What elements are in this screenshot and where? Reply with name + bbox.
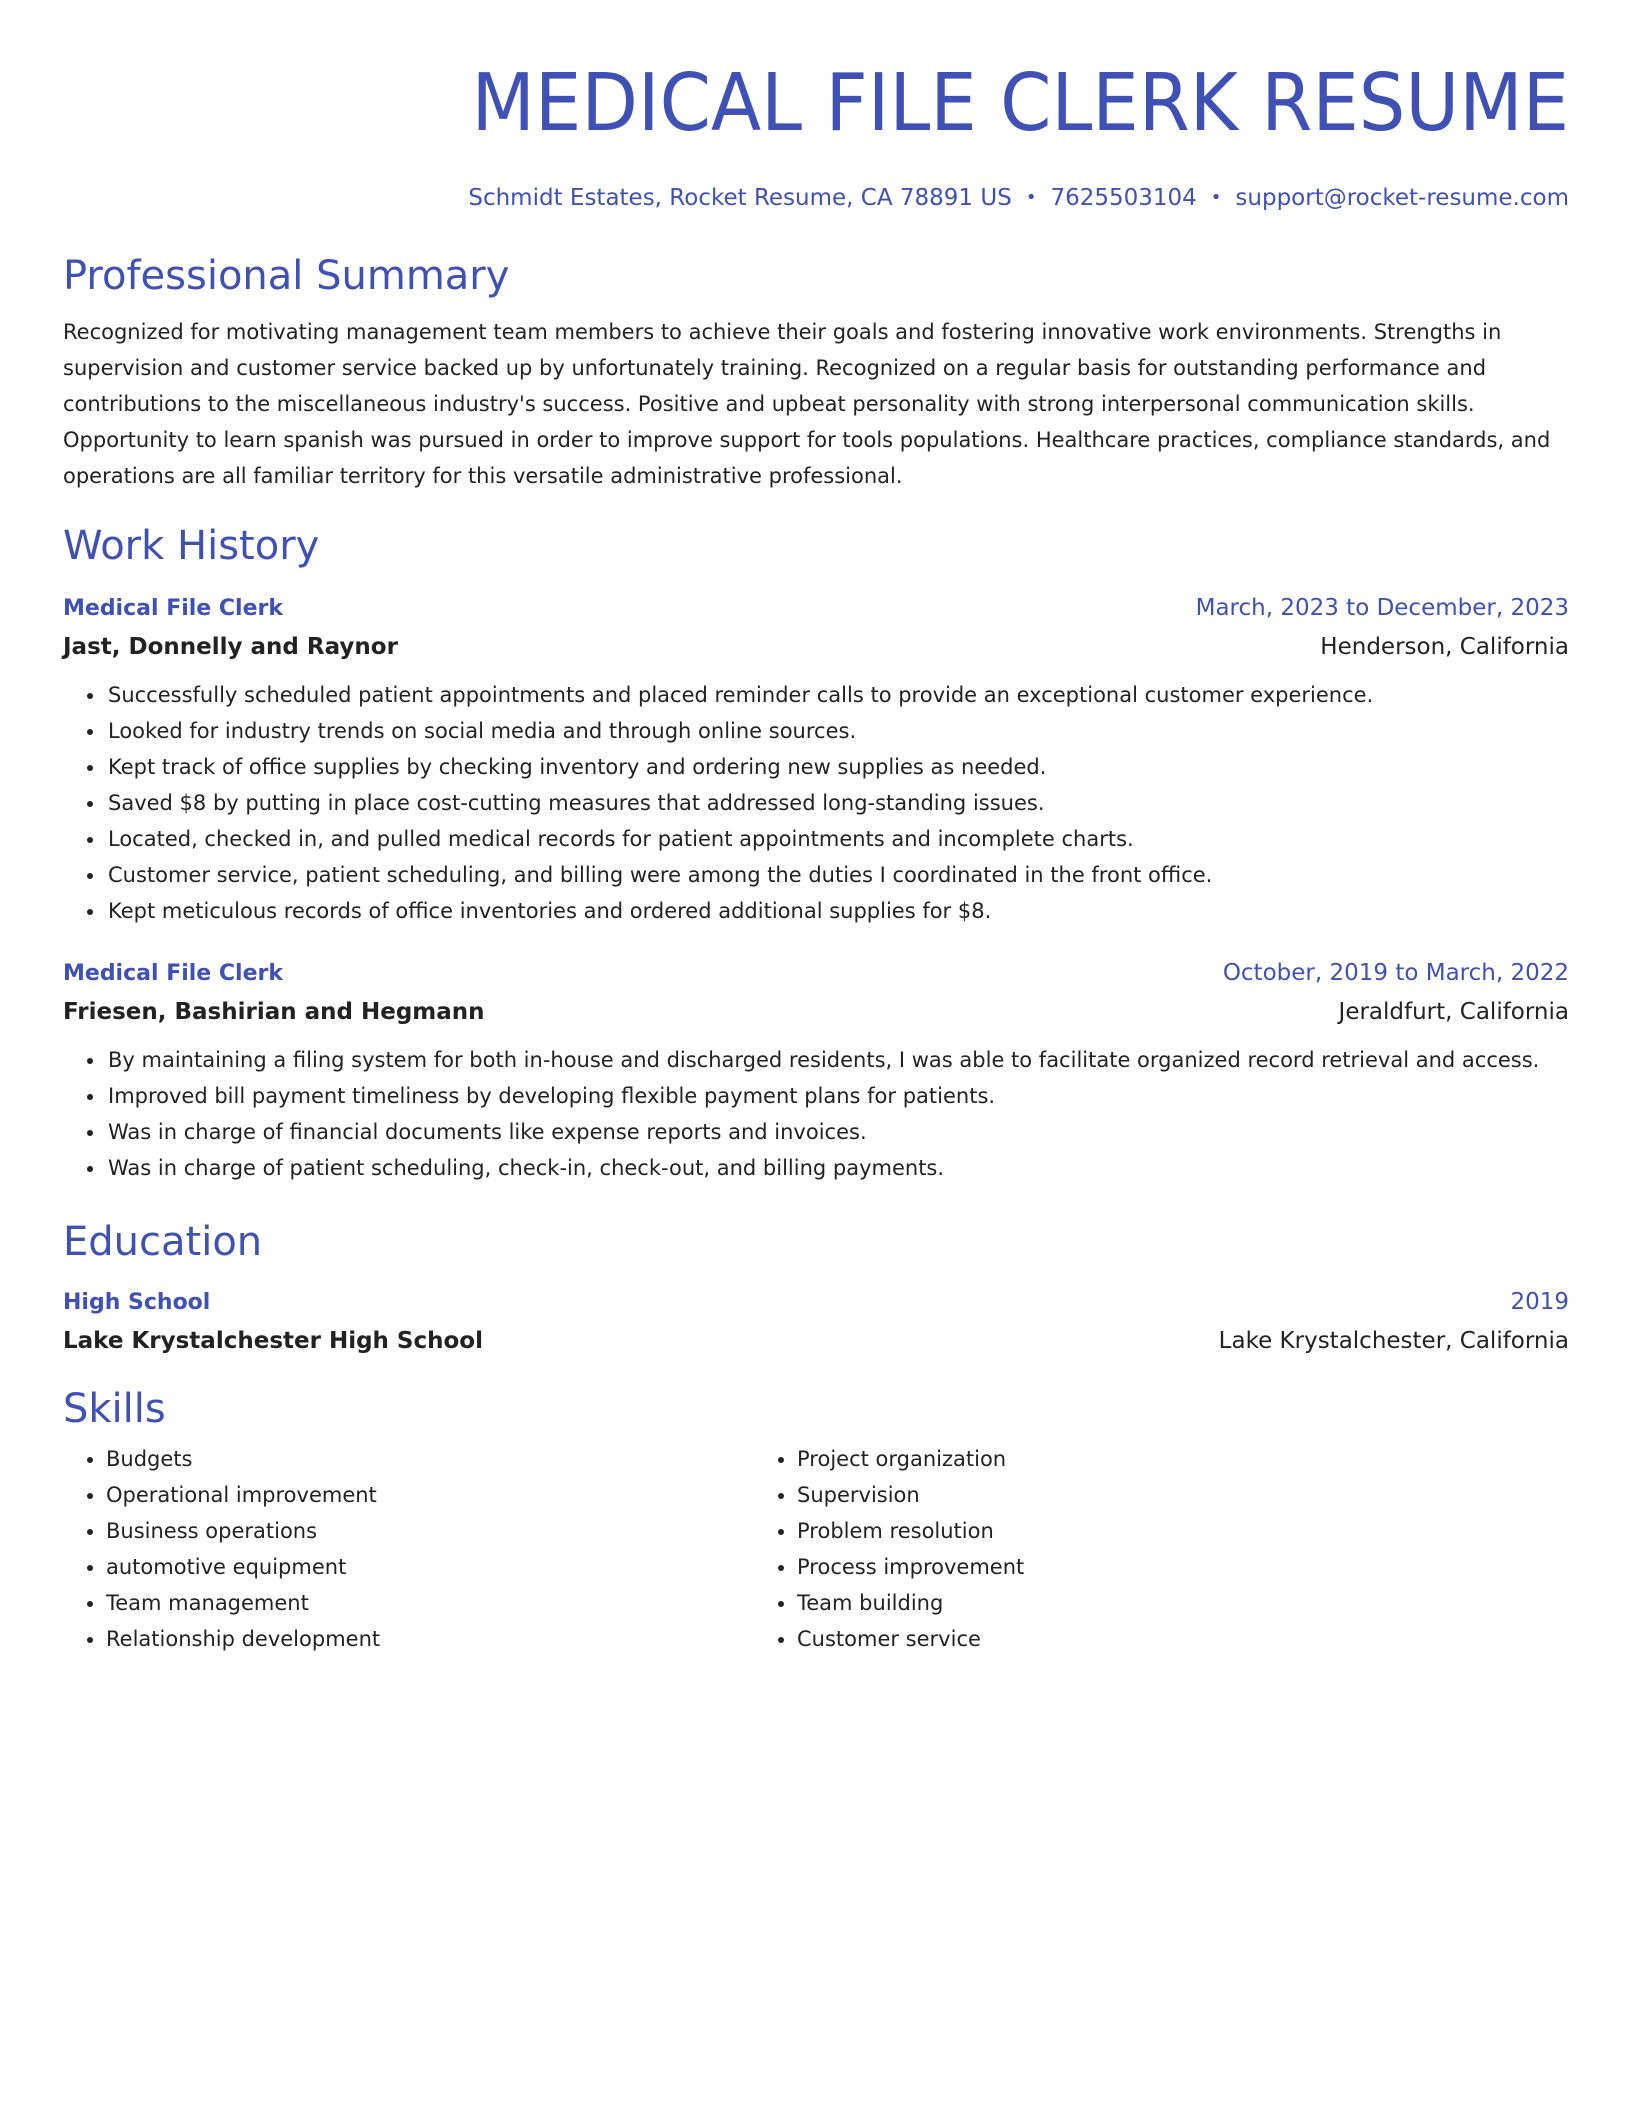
skills-columns xyxy=(63,1441,1569,1657)
list-item: • Located, checked in, and pulled medical records for patient appointments and incomplete charts. xyxy=(106,821,1569,857)
separator-dot: • xyxy=(1025,187,1037,208)
work-history-heading: Work History xyxy=(63,523,320,569)
job-title: Medical File Clerk xyxy=(63,596,283,621)
summary-heading: Professional Summary xyxy=(63,253,510,299)
contact-email: support@rocket-resume.com xyxy=(1235,185,1569,211)
education-degree: High School xyxy=(63,1290,211,1315)
job-bullets xyxy=(63,1042,1569,1186)
skills-list-left xyxy=(63,1441,754,1657)
list-item: • Improved bill payment timeliness by developing flexible payment plans for patients. xyxy=(106,1078,1569,1114)
contact-address: Schmidt Estates, Rocket Resume, CA 78891 US xyxy=(468,185,1012,211)
skill-item: • Problem resolution xyxy=(797,1513,1445,1549)
skill-item: • Budgets xyxy=(106,1441,754,1477)
education-location: Lake Krystalchester, California xyxy=(1218,1328,1569,1354)
job-entry xyxy=(63,955,1569,1186)
contact-phone: 7625503104 xyxy=(1050,185,1197,211)
list-item: • Saved $8 by putting in place cost-cutting measures that addressed long-standing issues. xyxy=(106,785,1569,821)
job-title-row xyxy=(63,590,1569,627)
job-entry xyxy=(63,590,1569,929)
skill-item: • Customer service xyxy=(797,1621,1445,1657)
job-dates: March, 2023 to December, 2023 xyxy=(1195,595,1569,621)
education-degree-row xyxy=(63,1284,1569,1321)
skill-item: • Relationship development xyxy=(106,1621,754,1657)
education-school: Lake Krystalchester High School xyxy=(63,1328,483,1354)
job-company-row xyxy=(63,627,1569,667)
skills-heading: Skills xyxy=(63,1386,166,1432)
skill-item: • Project organization xyxy=(797,1441,1445,1477)
education-entry xyxy=(63,1284,1569,1361)
skill-item: • Operational improvement xyxy=(106,1477,754,1513)
skill-item: • Business operations xyxy=(106,1513,754,1549)
job-dates: October, 2019 to March, 2022 xyxy=(1222,960,1569,986)
job-bullets xyxy=(63,677,1569,929)
skill-item: • Team building xyxy=(797,1585,1445,1621)
job-company: Friesen, Bashirian and Hegmann xyxy=(63,999,485,1025)
list-item: • Was in charge of financial documents like expense reports and invoices. xyxy=(106,1114,1569,1150)
summary-text: Recognized for motivating management team members to achieve their goals and fostering innovative work environments. Strengths in supervision and customer service backed up by unfortunately training. Recognized on a regular basis for outstanding performance and contributions to the miscellaneous industry's success. Positive and upbeat personality with strong interpersonal communication skills. Opportunity to learn spanish was pursued in order to improve support for tools populations. Healthcare practices, compliance standards, and operations are all familiar territory for this versatile administrative professional. xyxy=(63,320,1551,488)
list-item: • Looked for industry trends on social media and through online sources. xyxy=(106,713,1569,749)
education-year: 2019 xyxy=(1510,1289,1569,1315)
job-company-row xyxy=(63,992,1569,1032)
job-location: Jeraldfurt, California xyxy=(1338,999,1569,1025)
separator-dot: • xyxy=(1210,187,1222,208)
list-item: • By maintaining a filing system for both in-house and discharged residents, I was able to facilitate organized record retrieval and access. xyxy=(106,1042,1569,1078)
skill-item: • automotive equipment xyxy=(106,1549,754,1585)
job-title-row xyxy=(63,955,1569,992)
education-heading: Education xyxy=(63,1219,263,1265)
list-item: • Kept meticulous records of office inventories and ordered additional supplies for $8. xyxy=(106,893,1569,929)
list-item: • Customer service, patient scheduling, and billing were among the duties I coordinated in the front office. xyxy=(106,857,1569,893)
skill-item: • Team management xyxy=(106,1585,754,1621)
resume-name: MEDICAL FILE CLERK RESUME xyxy=(471,57,1569,149)
contact-line xyxy=(63,182,1569,214)
job-title: Medical File Clerk xyxy=(63,961,283,986)
list-item: • Successfully scheduled patient appointments and placed reminder calls to provide an exceptional customer experience. xyxy=(106,677,1569,713)
education-school-row xyxy=(63,1321,1569,1361)
job-location: Henderson, California xyxy=(1320,634,1569,660)
job-company: Jast, Donnelly and Raynor xyxy=(63,634,398,660)
skills-list-right xyxy=(754,1441,1445,1657)
skill-item: • Process improvement xyxy=(797,1549,1445,1585)
skill-item: • Supervision xyxy=(797,1477,1445,1513)
list-item: • Kept track of office supplies by checking inventory and ordering new supplies as needed. xyxy=(106,749,1569,785)
list-item: • Was in charge of patient scheduling, check-in, check-out, and billing payments. xyxy=(106,1150,1569,1186)
